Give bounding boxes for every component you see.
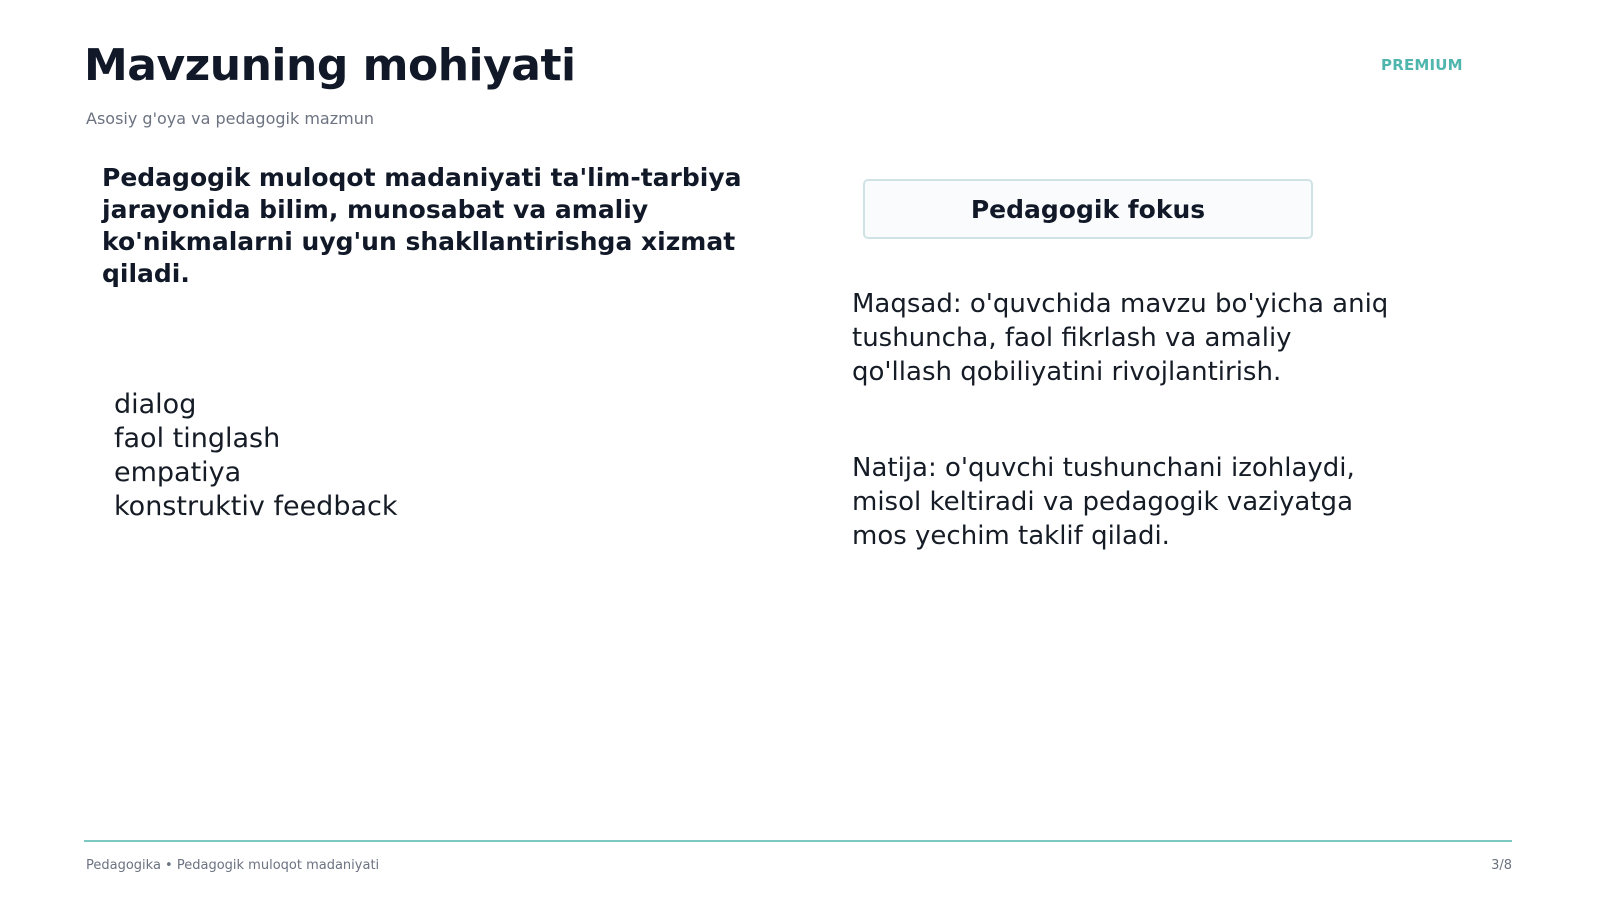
focus-card xyxy=(863,179,1313,239)
keyword-item: dialog xyxy=(114,389,197,420)
lead-statement: Pedagogik muloqot madaniyati ta'lim-tarbiya jarayonida bilim, munosabat va amaliy ko'nikmalarni uyg'un shakllantirishga xizmat qiladi. xyxy=(102,163,742,288)
keyword-item: empatiya xyxy=(114,457,242,488)
slide-subtitle: Asosiy g'oya va pedagogik mazmun xyxy=(86,109,374,128)
result-text: Natija: o'quvchi tushunchani izohlaydi, misol keltiradi va pedagogik vaziyatga mos yechim taklif qiladi. xyxy=(852,453,1355,551)
keyword-item: konstruktiv feedback xyxy=(114,491,398,522)
keyword-list xyxy=(114,388,398,524)
slide-title: Mavzuning mohiyati xyxy=(84,40,576,91)
keyword-item: faol tinglash xyxy=(114,423,281,454)
premium-badge: PREMIUM xyxy=(1381,56,1463,74)
footer-breadcrumb: Pedagogika • Pedagogik muloqot madaniyati xyxy=(86,858,380,873)
goal-text: Maqsad: o'quvchida mavzu bo'yicha aniq tushuncha, faol fikrlash va amaliy qo'llash qobiliyatini rivojlantirish. xyxy=(852,289,1389,387)
focus-card-title: Pedagogik fokus xyxy=(970,194,1206,224)
page-number: 3/8 xyxy=(1491,858,1512,873)
footer-divider xyxy=(84,840,1512,842)
